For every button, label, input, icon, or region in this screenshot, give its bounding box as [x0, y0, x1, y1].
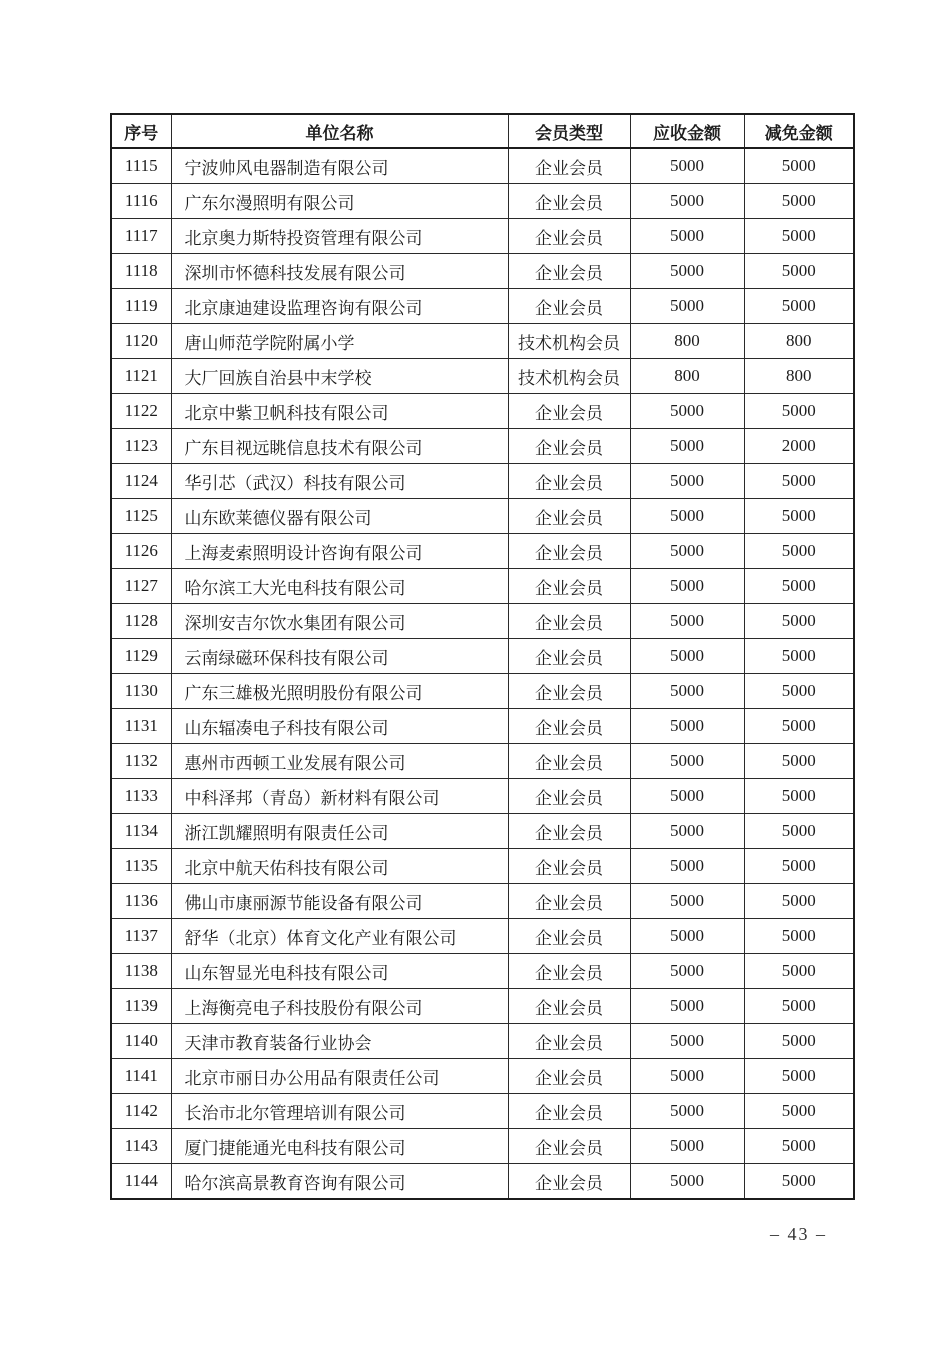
unit-name-cell: 广东目视远眺信息技术有限公司 [171, 429, 508, 464]
receivable-amount-cell: 5000 [630, 919, 744, 954]
column-header-member-type: 会员类型 [508, 114, 630, 148]
receivable-amount-cell: 5000 [630, 639, 744, 674]
reduction-amount-cell: 5000 [744, 569, 854, 604]
receivable-amount-cell: 5000 [630, 849, 744, 884]
serial-cell: 1124 [111, 464, 171, 499]
receivable-amount-cell: 5000 [630, 1094, 744, 1129]
unit-name-cell: 舒华（北京）体育文化产业有限公司 [171, 919, 508, 954]
reduction-amount-cell: 5000 [744, 184, 854, 219]
table-row [111, 429, 854, 464]
serial-cell: 1144 [111, 1164, 171, 1200]
receivable-amount-cell: 5000 [630, 604, 744, 639]
unit-name-cell: 深圳市怀德科技发展有限公司 [171, 254, 508, 289]
member-type-cell: 技术机构会员 [508, 324, 630, 359]
page-number: – 43 – [770, 1224, 827, 1244]
receivable-amount-cell: 5000 [630, 779, 744, 814]
reduction-amount-cell: 5000 [744, 1059, 854, 1094]
member-type-cell: 企业会员 [508, 429, 630, 464]
table-row [111, 534, 854, 569]
table-header-row [111, 114, 854, 148]
reduction-amount-cell: 5000 [744, 219, 854, 254]
reduction-amount-cell: 5000 [744, 394, 854, 429]
serial-cell: 1123 [111, 429, 171, 464]
serial-cell: 1125 [111, 499, 171, 534]
member-type-cell: 企业会员 [508, 1129, 630, 1164]
reduction-amount-cell: 5000 [744, 674, 854, 709]
unit-name-cell: 上海麦索照明设计咨询有限公司 [171, 534, 508, 569]
reduction-amount-cell: 5000 [744, 814, 854, 849]
table-row [111, 324, 854, 359]
table-row [111, 394, 854, 429]
column-header-reduction: 减免金额 [744, 114, 854, 148]
table-row [111, 289, 854, 324]
member-type-cell: 企业会员 [508, 954, 630, 989]
table-row [111, 709, 854, 744]
unit-name-cell: 惠州市西顿工业发展有限公司 [171, 744, 508, 779]
serial-cell: 1142 [111, 1094, 171, 1129]
table-row [111, 604, 854, 639]
unit-name-cell: 浙江凯耀照明有限责任公司 [171, 814, 508, 849]
serial-cell: 1140 [111, 1024, 171, 1059]
unit-name-cell: 长治市北尔管理培训有限公司 [171, 1094, 508, 1129]
membership-fee-table [110, 113, 855, 1200]
serial-cell: 1120 [111, 324, 171, 359]
member-type-cell: 企业会员 [508, 569, 630, 604]
serial-cell: 1132 [111, 744, 171, 779]
receivable-amount-cell: 5000 [630, 569, 744, 604]
reduction-amount-cell: 5000 [744, 604, 854, 639]
reduction-amount-cell: 5000 [744, 884, 854, 919]
reduction-amount-cell: 5000 [744, 709, 854, 744]
table-row [111, 184, 854, 219]
table-row [111, 569, 854, 604]
reduction-amount-cell: 5000 [744, 1094, 854, 1129]
unit-name-cell: 哈尔滨工大光电科技有限公司 [171, 569, 508, 604]
member-type-cell: 企业会员 [508, 639, 630, 674]
table-row [111, 148, 854, 184]
unit-name-cell: 北京奥力斯特投资管理有限公司 [171, 219, 508, 254]
receivable-amount-cell: 5000 [630, 219, 744, 254]
serial-cell: 1116 [111, 184, 171, 219]
member-type-cell: 企业会员 [508, 184, 630, 219]
table-row [111, 1059, 854, 1094]
unit-name-cell: 北京康迪建设监理咨询有限公司 [171, 289, 508, 324]
unit-name-cell: 深圳安吉尔饮水集团有限公司 [171, 604, 508, 639]
member-type-cell: 企业会员 [508, 499, 630, 534]
serial-cell: 1135 [111, 849, 171, 884]
unit-name-cell: 华引芯（武汉）科技有限公司 [171, 464, 508, 499]
unit-name-cell: 北京市丽日办公用品有限责任公司 [171, 1059, 508, 1094]
table-row [111, 1024, 854, 1059]
serial-cell: 1122 [111, 394, 171, 429]
member-type-cell: 企业会员 [508, 744, 630, 779]
reduction-amount-cell: 5000 [744, 1164, 854, 1200]
serial-cell: 1115 [111, 148, 171, 184]
member-type-cell: 技术机构会员 [508, 359, 630, 394]
serial-cell: 1128 [111, 604, 171, 639]
member-type-cell: 企业会员 [508, 849, 630, 884]
reduction-amount-cell: 5000 [744, 989, 854, 1024]
member-type-cell: 企业会员 [508, 148, 630, 184]
serial-cell: 1130 [111, 674, 171, 709]
table-row [111, 464, 854, 499]
receivable-amount-cell: 5000 [630, 744, 744, 779]
table-row [111, 219, 854, 254]
serial-cell: 1121 [111, 359, 171, 394]
member-type-cell: 企业会员 [508, 709, 630, 744]
receivable-amount-cell: 5000 [630, 1024, 744, 1059]
unit-name-cell: 山东欧莱德仪器有限公司 [171, 499, 508, 534]
serial-cell: 1119 [111, 289, 171, 324]
serial-cell: 1138 [111, 954, 171, 989]
member-type-cell: 企业会员 [508, 919, 630, 954]
receivable-amount-cell: 5000 [630, 429, 744, 464]
table-body [111, 148, 854, 1199]
reduction-amount-cell: 5000 [744, 744, 854, 779]
table-row [111, 779, 854, 814]
unit-name-cell: 云南绿磁环保科技有限公司 [171, 639, 508, 674]
unit-name-cell: 哈尔滨高景教育咨询有限公司 [171, 1164, 508, 1200]
reduction-amount-cell: 5000 [744, 464, 854, 499]
table-row [111, 1164, 854, 1200]
receivable-amount-cell: 5000 [630, 254, 744, 289]
reduction-amount-cell: 5000 [744, 954, 854, 989]
receivable-amount-cell: 5000 [630, 394, 744, 429]
reduction-amount-cell: 5000 [744, 289, 854, 324]
member-type-cell: 企业会员 [508, 779, 630, 814]
table-row [111, 254, 854, 289]
receivable-amount-cell: 5000 [630, 814, 744, 849]
receivable-amount-cell: 5000 [630, 1164, 744, 1200]
unit-name-cell: 唐山师范学院附属小学 [171, 324, 508, 359]
table-row [111, 1094, 854, 1129]
receivable-amount-cell: 5000 [630, 954, 744, 989]
unit-name-cell: 佛山市康丽源节能设备有限公司 [171, 884, 508, 919]
member-type-cell: 企业会员 [508, 254, 630, 289]
receivable-amount-cell: 5000 [630, 709, 744, 744]
member-type-cell: 企业会员 [508, 289, 630, 324]
serial-cell: 1127 [111, 569, 171, 604]
reduction-amount-cell: 800 [744, 324, 854, 359]
member-type-cell: 企业会员 [508, 814, 630, 849]
member-type-cell: 企业会员 [508, 1024, 630, 1059]
serial-cell: 1118 [111, 254, 171, 289]
serial-cell: 1136 [111, 884, 171, 919]
unit-name-cell: 中科泽邦（青岛）新材料有限公司 [171, 779, 508, 814]
table-row [111, 674, 854, 709]
unit-name-cell: 北京中紫卫帆科技有限公司 [171, 394, 508, 429]
table-row [111, 989, 854, 1024]
receivable-amount-cell: 5000 [630, 499, 744, 534]
serial-cell: 1129 [111, 639, 171, 674]
reduction-amount-cell: 2000 [744, 429, 854, 464]
unit-name-cell: 天津市教育装备行业协会 [171, 1024, 508, 1059]
table-row [111, 359, 854, 394]
table-row [111, 954, 854, 989]
unit-name-cell: 上海衡亮电子科技股份有限公司 [171, 989, 508, 1024]
receivable-amount-cell: 5000 [630, 989, 744, 1024]
unit-name-cell: 大厂回族自治县中末学校 [171, 359, 508, 394]
serial-cell: 1137 [111, 919, 171, 954]
column-header-receivable: 应收金额 [630, 114, 744, 148]
column-header-serial: 序号 [111, 114, 171, 148]
unit-name-cell: 宁波帅风电器制造有限公司 [171, 148, 508, 184]
unit-name-cell: 厦门捷能通光电科技有限公司 [171, 1129, 508, 1164]
unit-name-cell: 广东尔漫照明有限公司 [171, 184, 508, 219]
reduction-amount-cell: 5000 [744, 534, 854, 569]
reduction-amount-cell: 5000 [744, 919, 854, 954]
member-type-cell: 企业会员 [508, 989, 630, 1024]
member-type-cell: 企业会员 [508, 534, 630, 569]
receivable-amount-cell: 5000 [630, 1059, 744, 1094]
serial-cell: 1126 [111, 534, 171, 569]
unit-name-cell: 广东三雄极光照明股份有限公司 [171, 674, 508, 709]
unit-name-cell: 山东智显光电科技有限公司 [171, 954, 508, 989]
reduction-amount-cell: 5000 [744, 1129, 854, 1164]
receivable-amount-cell: 800 [630, 324, 744, 359]
reduction-amount-cell: 5000 [744, 499, 854, 534]
serial-cell: 1143 [111, 1129, 171, 1164]
reduction-amount-cell: 5000 [744, 148, 854, 184]
receivable-amount-cell: 5000 [630, 1129, 744, 1164]
member-type-cell: 企业会员 [508, 1164, 630, 1200]
serial-cell: 1133 [111, 779, 171, 814]
serial-cell: 1139 [111, 989, 171, 1024]
member-type-cell: 企业会员 [508, 219, 630, 254]
reduction-amount-cell: 5000 [744, 779, 854, 814]
unit-name-cell: 山东辐凑电子科技有限公司 [171, 709, 508, 744]
table-row [111, 814, 854, 849]
table-row [111, 744, 854, 779]
receivable-amount-cell: 800 [630, 359, 744, 394]
receivable-amount-cell: 5000 [630, 148, 744, 184]
unit-name-cell: 北京中航天佑科技有限公司 [171, 849, 508, 884]
member-type-cell: 企业会员 [508, 674, 630, 709]
member-type-cell: 企业会员 [508, 464, 630, 499]
member-type-cell: 企业会员 [508, 1059, 630, 1094]
table-row [111, 499, 854, 534]
receivable-amount-cell: 5000 [630, 289, 744, 324]
column-header-unit-name: 单位名称 [171, 114, 508, 148]
receivable-amount-cell: 5000 [630, 674, 744, 709]
serial-cell: 1131 [111, 709, 171, 744]
serial-cell: 1134 [111, 814, 171, 849]
table-row [111, 639, 854, 674]
member-type-cell: 企业会员 [508, 884, 630, 919]
member-type-cell: 企业会员 [508, 1094, 630, 1129]
receivable-amount-cell: 5000 [630, 884, 744, 919]
reduction-amount-cell: 5000 [744, 639, 854, 674]
receivable-amount-cell: 5000 [630, 464, 744, 499]
serial-cell: 1117 [111, 219, 171, 254]
table-row [111, 1129, 854, 1164]
receivable-amount-cell: 5000 [630, 184, 744, 219]
member-type-cell: 企业会员 [508, 394, 630, 429]
receivable-amount-cell: 5000 [630, 534, 744, 569]
table-row [111, 849, 854, 884]
reduction-amount-cell: 5000 [744, 849, 854, 884]
member-type-cell: 企业会员 [508, 604, 630, 639]
reduction-amount-cell: 5000 [744, 1024, 854, 1059]
reduction-amount-cell: 800 [744, 359, 854, 394]
table-row [111, 919, 854, 954]
table-row [111, 884, 854, 919]
serial-cell: 1141 [111, 1059, 171, 1094]
reduction-amount-cell: 5000 [744, 254, 854, 289]
